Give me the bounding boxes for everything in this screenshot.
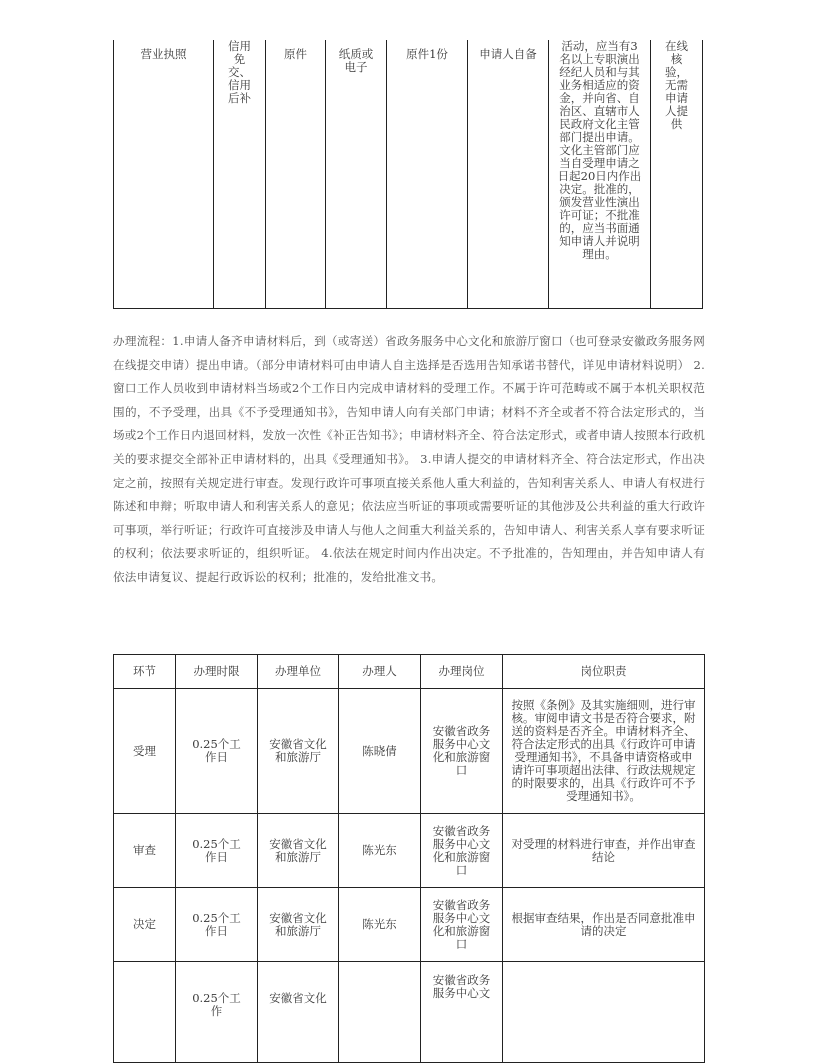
material-name: 营业执照 — [140, 47, 187, 61]
header-post: 办理岗位 — [421, 655, 503, 689]
description: 活动，应当有3名以上专职演出经纪人员和与其业务相适应的资金，并向省、自治区、直辖市人民政府文化主管部门提出申请。文化主管部门应当自受理申请之日起20日内作出决定。批准的，颁发营业性演出许可证；不批准的，应当书面通知申请人并说明理由。 — [557, 39, 642, 261]
quantity: 原件1份 — [406, 47, 448, 61]
original-or-copy-cell — [266, 40, 326, 309]
source: 申请人自备 — [479, 47, 537, 61]
medium-cell — [326, 40, 387, 309]
source-cell — [468, 40, 549, 309]
table-row — [114, 814, 705, 888]
time-limit-cell: 0.25个工作日 — [176, 888, 258, 962]
handler-cell: 陈光东 — [339, 888, 421, 962]
medium: 纸质或电子 — [338, 47, 374, 74]
credit-policy-cell — [214, 40, 266, 309]
table-row — [114, 689, 705, 814]
header-handler: 办理人 — [339, 655, 421, 689]
unit-cell: 安徽省文化和旅游厅 — [258, 814, 339, 888]
table-header-row — [114, 655, 705, 689]
time-limit-cell: 0.25个工作 — [176, 962, 258, 1063]
duty-cell — [503, 962, 705, 1063]
application-materials-table — [113, 40, 703, 309]
duty-cell: 根据审查结果，作出是否同意批准申请的决定 — [503, 888, 705, 962]
post-cell: 安徽省政务服务中心文化和旅游窗口 — [421, 888, 503, 962]
step-cell: 审查 — [114, 814, 176, 888]
time-limit-cell: 0.25个工作日 — [176, 814, 258, 888]
step-cell: 受理 — [114, 689, 176, 814]
process-steps-table — [113, 654, 705, 1063]
original-or-copy: 原件 — [284, 47, 307, 61]
description-cell — [549, 40, 651, 309]
table-row — [114, 962, 705, 1063]
handler-cell: 陈晓倩 — [339, 689, 421, 814]
handler-cell: 陈光东 — [339, 814, 421, 888]
note: 在线核验，无需申请人提供 — [665, 39, 688, 131]
time-limit-cell: 0.25个工作日 — [176, 689, 258, 814]
quantity-cell — [387, 40, 468, 309]
step-cell — [114, 962, 176, 1063]
handler-cell — [339, 962, 421, 1063]
duty-cell: 对受理的材料进行审查，并作出审查结论 — [503, 814, 705, 888]
material-name-cell — [114, 40, 214, 309]
post-cell: 安徽省政务服务中心文化和旅游窗口 — [421, 814, 503, 888]
credit-policy: 信用免交、信用后补 — [228, 39, 251, 105]
table-row — [114, 40, 703, 309]
unit-cell: 安徽省文化和旅游厅 — [258, 689, 339, 814]
post-cell: 安徽省政务服务中心文化和旅游窗口 — [421, 689, 503, 814]
post-cell: 安徽省政务服务中心文 — [421, 962, 503, 1063]
step-cell: 决定 — [114, 888, 176, 962]
table-row — [114, 888, 705, 962]
header-time-limit: 办理时限 — [176, 655, 258, 689]
duty-cell: 按照《条例》及其实施细则，进行审核。审阅申请文书是否符合要求，附送的资料是否齐全。申请材料齐全、符合法定形式的出具《行政许可申请受理通知书》，不具备申请资格或申请许可事项超出法律、行政法规规定的时限要求的，出具《行政许可不予受理通知书》。 — [503, 689, 705, 814]
header-unit: 办理单位 — [258, 655, 339, 689]
header-step: 环节 — [114, 655, 176, 689]
unit-cell: 安徽省文化和旅游厅 — [258, 888, 339, 962]
note-cell — [651, 40, 703, 309]
header-duty: 岗位职责 — [503, 655, 705, 689]
unit-cell: 安徽省文化 — [258, 962, 339, 1063]
process-description: 办理流程：1.申请人备齐申请材料后，到（或寄送）省政务服务中心文化和旅游厅窗口（也可登录安徽政务服务网在线提交申请）提出申请。（部分申请材料可由申请人自主选择是否选用告知承诺书替代，详见申请材料说明） 2.窗口工作人员收到申请材料当场或2个工作日内完成申请材料的受理工作。不属于许可范畴或不属于本机关职权范围的，不予受理，出具《不予受理通知书》，告知申请人向有关部门申请；材料不齐全或者不符合法定形式的，当场或2个工作日内退回材料，发放一次性《补正告知书》；申请材料齐全、符合法定形式，或者申请人按照本行政机关的要求提交全部补正申请材料的，出具《受理通知书》。 3.申请人提交的申请材料齐全、符合法定形式，作出决定之前，按照有关规定进行审查。发现行政许可事项直接关系他人重大利益的，告知利害关系人、申请人有权进行陈述和申辩；听取申请人和利害关系人的意见；依法应当听证的事项或需要听证的其他涉及公共利益的重大行政许可事项，举行听证；行政许可直接涉及申请人与他人之间重大利益关系的，告知申请人、利害关系人享有要求听证的权利；依法要求听证的，组织听证。 4.依法在规定时间内作出决定。不予批准的，告知理由，并告知申请人有依法申请复议、提起行政诉讼的权利；批准的，发给批准文书。 — [113, 334, 705, 584]
